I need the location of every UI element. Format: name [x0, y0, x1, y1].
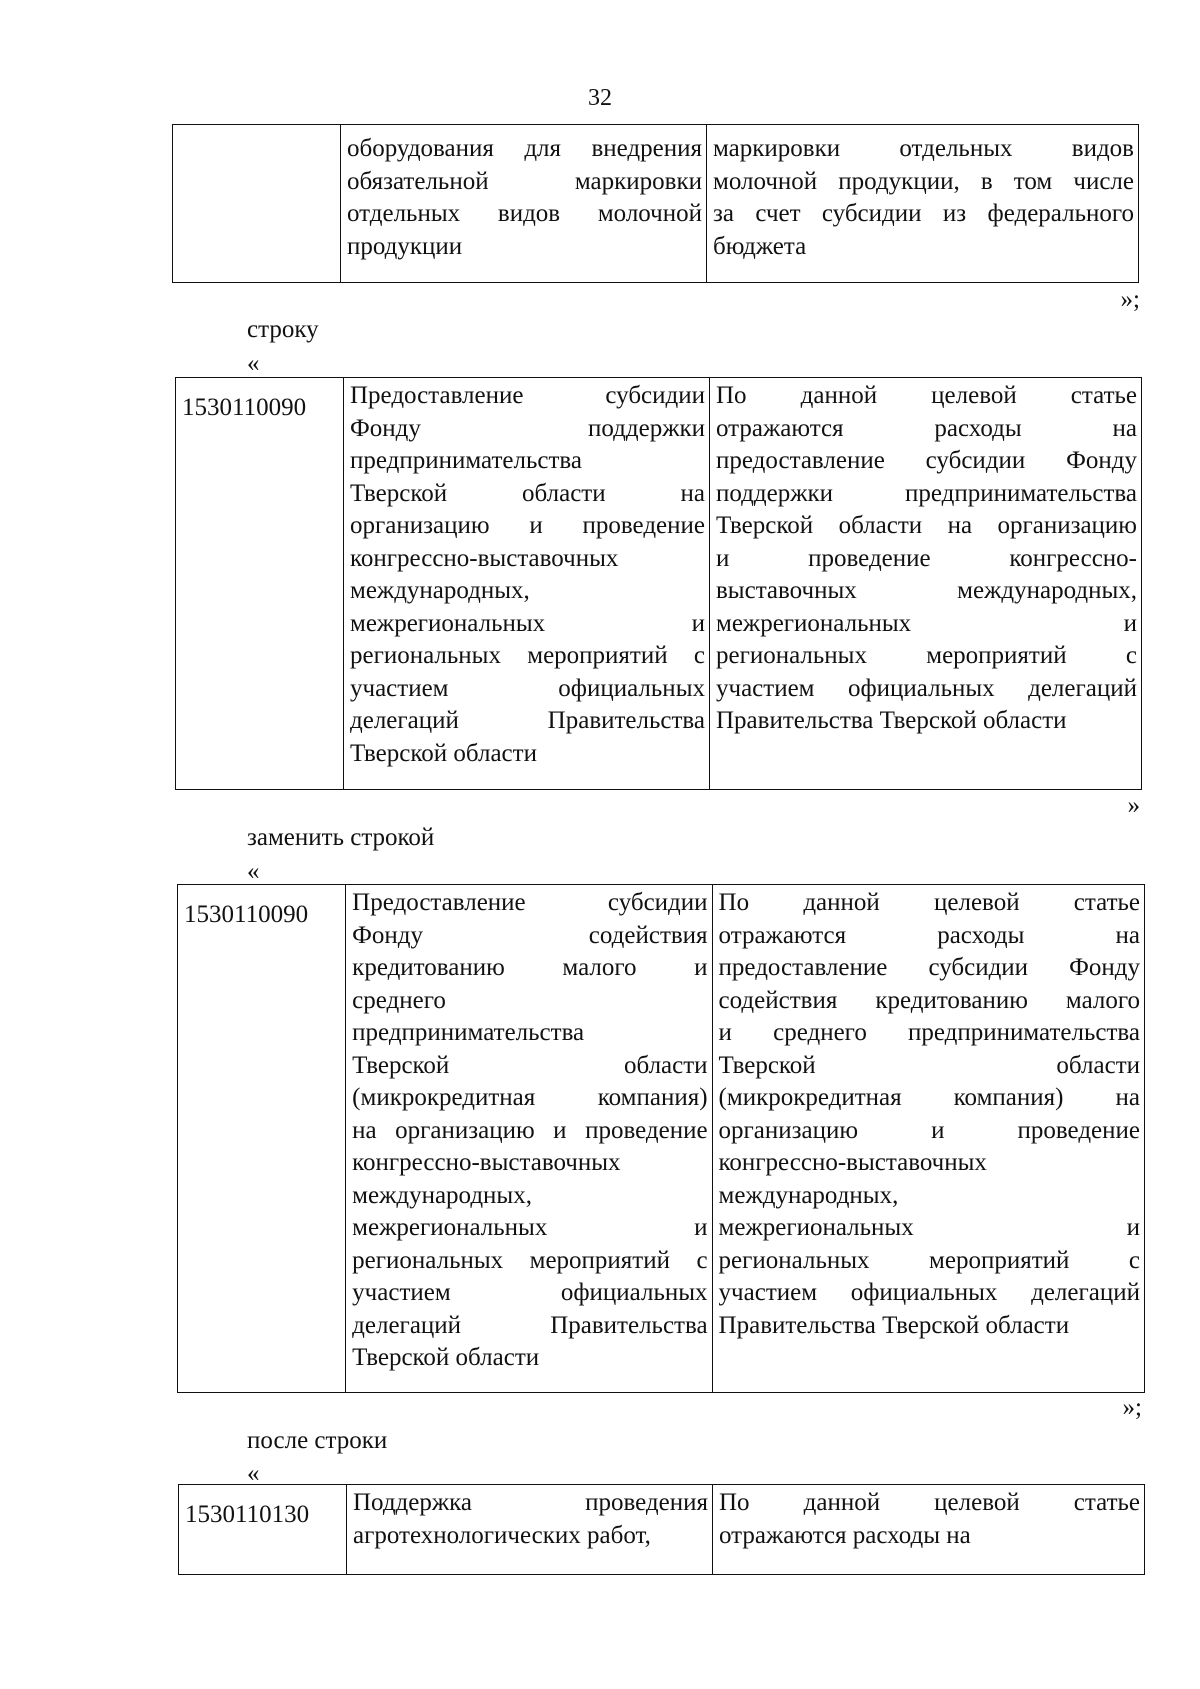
cell-text-line: предпринимательства: [352, 1019, 585, 1046]
opening-quote: «: [247, 858, 260, 885]
table-row: [179, 1485, 1145, 1575]
cell-text-line: молочной продукции, в том числе: [713, 167, 1134, 195]
cell-text-line: (микрокредитная компания) на: [718, 1084, 1140, 1111]
closing-quote: »: [1127, 792, 1140, 819]
cell-text-line: межрегиональных и: [350, 609, 705, 637]
cell-text-line: Тверской области: [352, 1344, 540, 1371]
name-cell: [344, 378, 710, 790]
opening-quote: «: [247, 1460, 260, 1487]
cell-text-line: Поддержка проведения: [353, 1489, 708, 1516]
cell-text-line: международных,: [352, 1181, 532, 1209]
cell-text-line: Тверской области: [718, 1051, 1140, 1079]
cell-text-line: предоставление субсидии Фонду: [716, 447, 1137, 474]
cell-text-line: межрегиональных и: [718, 1214, 1140, 1241]
closing-quote: »;: [1122, 1394, 1142, 1421]
table-row: [173, 125, 1139, 283]
cell-text-line: Фонду поддержки: [350, 414, 705, 442]
cell-text-line: содействия кредитованию малого: [718, 986, 1140, 1014]
cell-text-line: международных,: [350, 577, 530, 604]
table-continuation: [172, 124, 1139, 283]
cell-text-line: региональных мероприятий с: [350, 642, 705, 669]
cell-text-line: на организацию и проведение: [352, 1116, 708, 1144]
cell-text-line: Тверской области: [352, 1051, 708, 1079]
table-after-line: [178, 1484, 1145, 1575]
cell-text-line: межрегиональных и: [716, 609, 1137, 637]
cell-text-line: участием официальных делегаций: [718, 1279, 1140, 1306]
cell-text-line: региональных мероприятий с: [716, 642, 1137, 669]
table-row: [176, 378, 1142, 790]
cell-text-line: участием официальных делегаций: [716, 674, 1137, 702]
cell-text-line: агротехнологических работ,: [353, 1521, 651, 1549]
instruction-label-stroku: строку: [247, 316, 319, 343]
cell-text-line: кредитованию малого и: [352, 954, 708, 981]
code-cell: 1530110130: [179, 1485, 347, 1575]
cell-text-line: Тверской области: [350, 739, 537, 767]
cell-text-line: за счет субсидии из федерального: [713, 200, 1134, 227]
cell-text-line: участием официальных: [352, 1279, 708, 1306]
cell-text-line: отражаются расходы на: [719, 1521, 971, 1549]
name-cell: [347, 1485, 713, 1575]
cell-text-line: межрегиональных и: [352, 1214, 708, 1241]
name-cell: [346, 885, 712, 1393]
code-cell: 1530110090: [178, 885, 346, 1393]
cell-text-line: организацию и проведение: [718, 1116, 1140, 1144]
code-cell: [173, 125, 341, 283]
cell-text-line: Фонду содействия: [352, 921, 708, 949]
cell-text-line: Тверской области на: [350, 479, 705, 507]
cell-text-line: предоставление субсидии Фонду: [718, 954, 1140, 981]
code-cell: 1530110090: [176, 378, 344, 790]
cell-text-line: конгрессно-выставочных: [352, 1149, 621, 1176]
table-old-line: [175, 377, 1142, 790]
cell-text-line: региональных мероприятий с: [352, 1246, 708, 1274]
name-cell: [341, 125, 707, 283]
cell-text-line: По данной целевой статье: [716, 382, 1137, 409]
cell-text-line: Предоставление субсидии: [352, 889, 708, 916]
cell-text-line: участием официальных: [350, 674, 705, 702]
cell-text-line: выставочных международных,: [716, 577, 1137, 604]
cell-text-line: По данной целевой статье: [718, 889, 1140, 916]
description-cell: [713, 1485, 1145, 1575]
cell-text-line: маркировки отдельных видов: [713, 135, 1134, 162]
description-cell: [712, 885, 1144, 1393]
closing-quote: »;: [1120, 286, 1140, 313]
cell-text-line: оборудования для внедрения: [347, 135, 702, 162]
description-cell: [707, 125, 1139, 283]
cell-text-line: (микрокредитная компания): [352, 1084, 708, 1111]
cell-text-line: среднего: [352, 986, 446, 1014]
cell-text-line: продукции: [347, 232, 463, 260]
cell-text-line: делегаций Правительства: [350, 707, 705, 734]
cell-text-line: и среднего предпринимательства: [718, 1019, 1140, 1046]
cell-text-line: поддержки предпринимательства: [716, 479, 1137, 507]
cell-text-line: региональных мероприятий с: [718, 1246, 1140, 1274]
cell-text-line: бюджета: [713, 232, 807, 260]
cell-text-line: По данной целевой статье: [719, 1489, 1140, 1516]
cell-text-line: и проведение конгрессно-: [716, 544, 1137, 572]
cell-text-line: отражаются расходы на: [716, 414, 1137, 442]
instruction-label-posle: после строки: [247, 1427, 388, 1454]
cell-text-line: отдельных видов молочной: [347, 200, 702, 227]
cell-text-line: международных,: [718, 1181, 899, 1209]
opening-quote: «: [247, 350, 260, 377]
cell-text-line: организацию и проведение: [350, 512, 705, 539]
description-cell: [710, 378, 1142, 790]
table-row: [178, 885, 1145, 1393]
page-number: 32: [588, 85, 612, 111]
cell-text-line: делегаций Правительства: [352, 1311, 708, 1339]
cell-text-line: конгрессно-выставочных: [718, 1149, 987, 1176]
cell-text-line: предпринимательства: [350, 447, 582, 474]
cell-text-line: Правительства Тверской области: [716, 707, 1067, 734]
cell-text-line: Предоставление субсидии: [350, 382, 705, 409]
cell-text-line: конгрессно-выставочных: [350, 544, 619, 572]
cell-text-line: обязательной маркировки: [347, 167, 702, 195]
table-new-line: [177, 884, 1145, 1393]
cell-text-line: Правительства Тверской области: [718, 1311, 1070, 1339]
cell-text-line: Тверской области на организацию: [716, 512, 1137, 539]
instruction-label-zamenit: заменить строкой: [247, 824, 435, 851]
cell-text-line: отражаются расходы на: [718, 921, 1140, 949]
